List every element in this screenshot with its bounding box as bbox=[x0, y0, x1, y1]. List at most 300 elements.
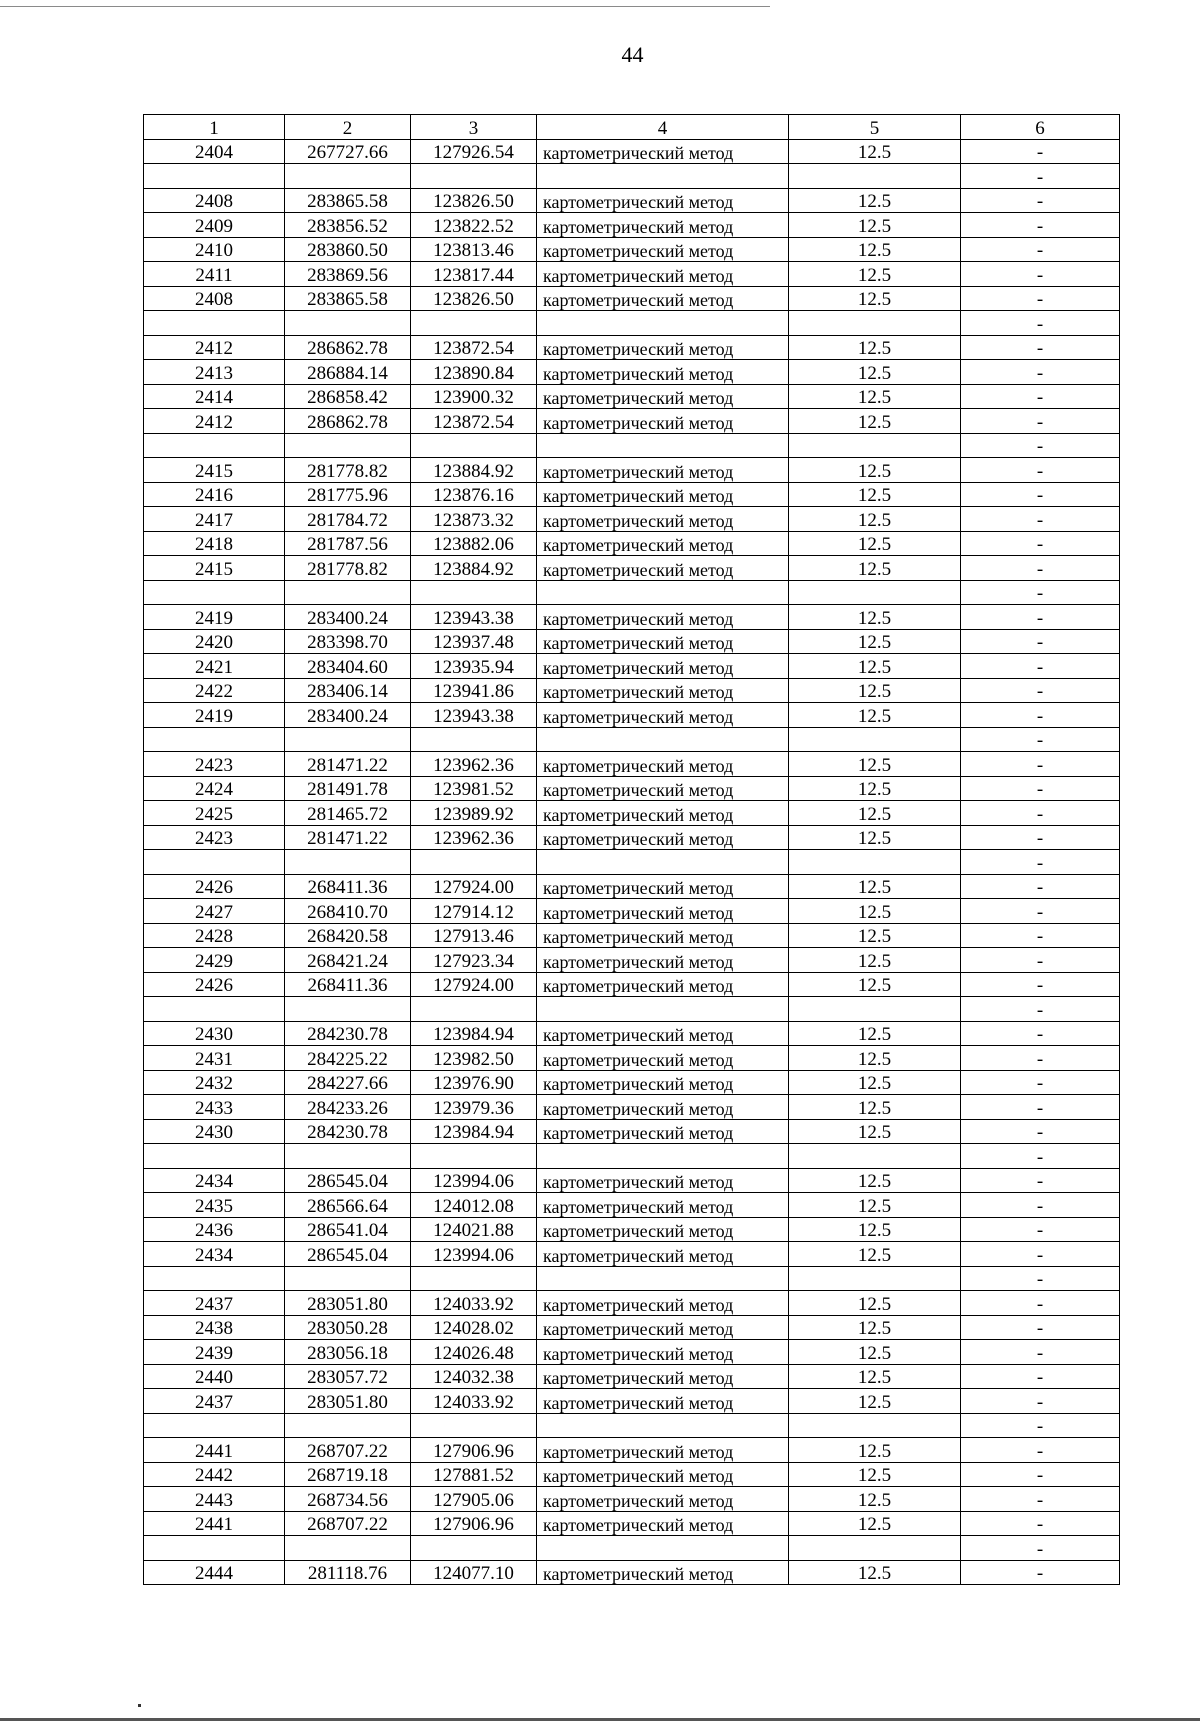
table-row bbox=[144, 776, 1120, 801]
table-row bbox=[144, 1340, 1120, 1365]
point-number-cell: 2428 bbox=[144, 923, 285, 948]
y-coordinate-cell bbox=[411, 850, 537, 875]
accuracy-cell: 12.5 bbox=[789, 923, 961, 948]
extra-cell: - bbox=[961, 531, 1120, 556]
x-coordinate-cell: 283056.18 bbox=[285, 1340, 411, 1365]
x-coordinate-cell: 268719.18 bbox=[285, 1462, 411, 1487]
extra-cell: - bbox=[961, 752, 1120, 777]
table-row bbox=[144, 703, 1120, 728]
extra-cell: - bbox=[961, 188, 1120, 213]
table-row bbox=[144, 1315, 1120, 1340]
accuracy-cell: 12.5 bbox=[789, 213, 961, 238]
table-row bbox=[144, 874, 1120, 899]
table-row bbox=[144, 1413, 1120, 1438]
accuracy-cell: 12.5 bbox=[789, 1291, 961, 1316]
accuracy-cell: 12.5 bbox=[789, 703, 961, 728]
table-row bbox=[144, 507, 1120, 532]
x-coordinate-cell: 283398.70 bbox=[285, 629, 411, 654]
table-row bbox=[144, 923, 1120, 948]
accuracy-cell: 12.5 bbox=[789, 776, 961, 801]
table-row bbox=[144, 1168, 1120, 1193]
extra-cell: - bbox=[961, 1340, 1120, 1365]
point-number-cell: 2419 bbox=[144, 605, 285, 630]
point-number-cell: 2436 bbox=[144, 1217, 285, 1242]
point-number-cell: 2438 bbox=[144, 1315, 285, 1340]
y-coordinate-cell: 123882.06 bbox=[411, 531, 537, 556]
extra-cell: - bbox=[961, 1070, 1120, 1095]
extra-cell: - bbox=[961, 1364, 1120, 1389]
y-coordinate-cell: 123994.06 bbox=[411, 1168, 537, 1193]
accuracy-cell: 12.5 bbox=[789, 458, 961, 483]
table-row bbox=[144, 286, 1120, 311]
point-number-cell: 2415 bbox=[144, 458, 285, 483]
x-coordinate-cell: 286884.14 bbox=[285, 360, 411, 385]
table-row bbox=[144, 409, 1120, 434]
method-cell: картометрический метод bbox=[537, 923, 789, 948]
table-row bbox=[144, 360, 1120, 385]
accuracy-cell: 12.5 bbox=[789, 1560, 961, 1585]
x-coordinate-cell: 283404.60 bbox=[285, 654, 411, 679]
y-coordinate-cell: 127905.06 bbox=[411, 1487, 537, 1512]
point-number-cell bbox=[144, 1413, 285, 1438]
method-cell: картометрический метод bbox=[537, 678, 789, 703]
table-row bbox=[144, 825, 1120, 850]
y-coordinate-cell: 123962.36 bbox=[411, 752, 537, 777]
x-coordinate-cell: 281787.56 bbox=[285, 531, 411, 556]
x-coordinate-cell bbox=[285, 1536, 411, 1561]
accuracy-cell bbox=[789, 1266, 961, 1291]
extra-cell: - bbox=[961, 1046, 1120, 1071]
y-coordinate-cell: 124032.38 bbox=[411, 1364, 537, 1389]
extra-cell: - bbox=[961, 409, 1120, 434]
method-cell: картометрический метод bbox=[537, 752, 789, 777]
extra-cell: - bbox=[961, 629, 1120, 654]
header-cell-6: 6 bbox=[961, 115, 1120, 140]
x-coordinate-cell: 284233.26 bbox=[285, 1095, 411, 1120]
y-coordinate-cell: 123989.92 bbox=[411, 801, 537, 826]
x-coordinate-cell bbox=[285, 1144, 411, 1169]
y-coordinate-cell: 127923.34 bbox=[411, 948, 537, 973]
y-coordinate-cell: 123872.54 bbox=[411, 409, 537, 434]
x-coordinate-cell: 283860.50 bbox=[285, 237, 411, 262]
x-coordinate-cell bbox=[285, 1413, 411, 1438]
point-number-cell: 2421 bbox=[144, 654, 285, 679]
method-cell: картометрический метод bbox=[537, 507, 789, 532]
extra-cell: - bbox=[961, 850, 1120, 875]
table-row bbox=[144, 164, 1120, 189]
accuracy-cell: 12.5 bbox=[789, 237, 961, 262]
x-coordinate-cell: 268421.24 bbox=[285, 948, 411, 973]
accuracy-cell: 12.5 bbox=[789, 1119, 961, 1144]
x-coordinate-cell: 286862.78 bbox=[285, 409, 411, 434]
point-number-cell: 2424 bbox=[144, 776, 285, 801]
method-cell: картометрический метод bbox=[537, 384, 789, 409]
header-cell-4: 4 bbox=[537, 115, 789, 140]
y-coordinate-cell: 127924.00 bbox=[411, 874, 537, 899]
accuracy-cell bbox=[789, 1144, 961, 1169]
extra-cell: - bbox=[961, 335, 1120, 360]
point-number-cell: 2413 bbox=[144, 360, 285, 385]
method-cell: картометрический метод bbox=[537, 458, 789, 483]
extra-cell: - bbox=[961, 482, 1120, 507]
method-cell: картометрический метод bbox=[537, 335, 789, 360]
point-number-cell: 2442 bbox=[144, 1462, 285, 1487]
point-number-cell: 2441 bbox=[144, 1511, 285, 1536]
x-coordinate-cell: 281775.96 bbox=[285, 482, 411, 507]
table-row bbox=[144, 752, 1120, 777]
table-row bbox=[144, 948, 1120, 973]
method-cell bbox=[537, 850, 789, 875]
y-coordinate-cell: 123817.44 bbox=[411, 262, 537, 287]
extra-cell: - bbox=[961, 948, 1120, 973]
accuracy-cell: 12.5 bbox=[789, 801, 961, 826]
method-cell: картометрический метод bbox=[537, 360, 789, 385]
point-number-cell: 2409 bbox=[144, 213, 285, 238]
point-number-cell: 2411 bbox=[144, 262, 285, 287]
extra-cell: - bbox=[961, 1217, 1120, 1242]
y-coordinate-cell: 127914.12 bbox=[411, 899, 537, 924]
table-row bbox=[144, 335, 1120, 360]
table-row bbox=[144, 678, 1120, 703]
table-row bbox=[144, 997, 1120, 1022]
method-cell: картометрический метод bbox=[537, 1242, 789, 1267]
extra-cell: - bbox=[961, 262, 1120, 287]
accuracy-cell: 12.5 bbox=[789, 972, 961, 997]
point-number-cell: 2425 bbox=[144, 801, 285, 826]
table-row bbox=[144, 139, 1120, 164]
point-number-cell: 2418 bbox=[144, 531, 285, 556]
x-coordinate-cell: 286858.42 bbox=[285, 384, 411, 409]
table-row bbox=[144, 1217, 1120, 1242]
method-cell: картометрический метод bbox=[537, 286, 789, 311]
table-row bbox=[144, 1389, 1120, 1414]
y-coordinate-cell: 123900.32 bbox=[411, 384, 537, 409]
scan-bottom-edge-line bbox=[0, 1718, 1200, 1721]
table-row bbox=[144, 531, 1120, 556]
method-cell: картометрический метод bbox=[537, 899, 789, 924]
y-coordinate-cell: 124012.08 bbox=[411, 1193, 537, 1218]
extra-cell: - bbox=[961, 825, 1120, 850]
table-row bbox=[144, 1070, 1120, 1095]
method-cell bbox=[537, 1413, 789, 1438]
point-number-cell: 2412 bbox=[144, 409, 285, 434]
x-coordinate-cell: 281465.72 bbox=[285, 801, 411, 826]
method-cell: картометрический метод bbox=[537, 874, 789, 899]
table-row bbox=[144, 727, 1120, 752]
y-coordinate-cell bbox=[411, 580, 537, 605]
extra-cell: - bbox=[961, 311, 1120, 336]
method-cell bbox=[537, 580, 789, 605]
extra-cell: - bbox=[961, 433, 1120, 458]
y-coordinate-cell: 123884.92 bbox=[411, 556, 537, 581]
x-coordinate-cell bbox=[285, 850, 411, 875]
x-coordinate-cell: 268734.56 bbox=[285, 1487, 411, 1512]
accuracy-cell: 12.5 bbox=[789, 825, 961, 850]
accuracy-cell: 12.5 bbox=[789, 874, 961, 899]
method-cell: картометрический метод bbox=[537, 1119, 789, 1144]
method-cell: картометрический метод bbox=[537, 139, 789, 164]
point-number-cell: 2437 bbox=[144, 1291, 285, 1316]
extra-cell: - bbox=[961, 580, 1120, 605]
point-number-cell: 2437 bbox=[144, 1389, 285, 1414]
point-number-cell: 2434 bbox=[144, 1168, 285, 1193]
table-row bbox=[144, 899, 1120, 924]
x-coordinate-cell: 284230.78 bbox=[285, 1021, 411, 1046]
point-number-cell bbox=[144, 433, 285, 458]
point-number-cell: 2431 bbox=[144, 1046, 285, 1071]
accuracy-cell bbox=[789, 727, 961, 752]
method-cell: картометрический метод bbox=[537, 1168, 789, 1193]
accuracy-cell: 12.5 bbox=[789, 899, 961, 924]
accuracy-cell: 12.5 bbox=[789, 1193, 961, 1218]
method-cell bbox=[537, 1144, 789, 1169]
extra-cell: - bbox=[961, 213, 1120, 238]
method-cell: картометрический метод bbox=[537, 1193, 789, 1218]
point-number-cell bbox=[144, 1536, 285, 1561]
method-cell: картометрический метод bbox=[537, 556, 789, 581]
accuracy-cell: 12.5 bbox=[789, 1021, 961, 1046]
accuracy-cell bbox=[789, 433, 961, 458]
method-cell bbox=[537, 433, 789, 458]
point-number-cell: 2443 bbox=[144, 1487, 285, 1512]
extra-cell: - bbox=[961, 972, 1120, 997]
accuracy-cell: 12.5 bbox=[789, 678, 961, 703]
x-coordinate-cell: 286545.04 bbox=[285, 1168, 411, 1193]
method-cell: картометрический метод bbox=[537, 1511, 789, 1536]
method-cell: картометрический метод bbox=[537, 262, 789, 287]
y-coordinate-cell bbox=[411, 1413, 537, 1438]
accuracy-cell: 12.5 bbox=[789, 1511, 961, 1536]
table-row bbox=[144, 1119, 1120, 1144]
table-row bbox=[144, 1560, 1120, 1585]
accuracy-cell bbox=[789, 311, 961, 336]
y-coordinate-cell bbox=[411, 164, 537, 189]
extra-cell: - bbox=[961, 727, 1120, 752]
accuracy-cell: 12.5 bbox=[789, 360, 961, 385]
extra-cell: - bbox=[961, 654, 1120, 679]
point-number-cell bbox=[144, 311, 285, 336]
extra-cell: - bbox=[961, 923, 1120, 948]
table-row bbox=[144, 1487, 1120, 1512]
y-coordinate-cell: 123822.52 bbox=[411, 213, 537, 238]
x-coordinate-cell: 283869.56 bbox=[285, 262, 411, 287]
x-coordinate-cell bbox=[285, 311, 411, 336]
table-row bbox=[144, 850, 1120, 875]
method-cell: картометрический метод bbox=[537, 605, 789, 630]
table-row bbox=[144, 458, 1120, 483]
method-cell: картометрический метод bbox=[537, 1389, 789, 1414]
table-row bbox=[144, 213, 1120, 238]
table-row bbox=[144, 1438, 1120, 1463]
accuracy-cell: 12.5 bbox=[789, 1046, 961, 1071]
accuracy-cell: 12.5 bbox=[789, 262, 961, 287]
y-coordinate-cell: 124077.10 bbox=[411, 1560, 537, 1585]
extra-cell: - bbox=[961, 1266, 1120, 1291]
table-row bbox=[144, 1511, 1120, 1536]
point-number-cell: 2404 bbox=[144, 139, 285, 164]
extra-cell: - bbox=[961, 776, 1120, 801]
accuracy-cell: 12.5 bbox=[789, 1315, 961, 1340]
accuracy-cell: 12.5 bbox=[789, 139, 961, 164]
y-coordinate-cell bbox=[411, 1266, 537, 1291]
table-row bbox=[144, 1144, 1120, 1169]
extra-cell: - bbox=[961, 1021, 1120, 1046]
method-cell bbox=[537, 997, 789, 1022]
extra-cell: - bbox=[961, 458, 1120, 483]
accuracy-cell: 12.5 bbox=[789, 188, 961, 213]
point-number-cell bbox=[144, 1266, 285, 1291]
x-coordinate-cell: 283406.14 bbox=[285, 678, 411, 703]
y-coordinate-cell: 123890.84 bbox=[411, 360, 537, 385]
table-row bbox=[144, 1242, 1120, 1267]
y-coordinate-cell bbox=[411, 433, 537, 458]
point-number-cell: 2415 bbox=[144, 556, 285, 581]
x-coordinate-cell: 268411.36 bbox=[285, 972, 411, 997]
method-cell: картометрический метод bbox=[537, 1291, 789, 1316]
y-coordinate-cell: 123984.94 bbox=[411, 1021, 537, 1046]
extra-cell: - bbox=[961, 703, 1120, 728]
table-row bbox=[144, 1536, 1120, 1561]
table-header-row bbox=[144, 115, 1120, 140]
x-coordinate-cell: 268707.22 bbox=[285, 1511, 411, 1536]
table-body bbox=[144, 139, 1120, 1585]
x-coordinate-cell: 284227.66 bbox=[285, 1070, 411, 1095]
accuracy-cell: 12.5 bbox=[789, 556, 961, 581]
accuracy-cell: 12.5 bbox=[789, 948, 961, 973]
accuracy-cell bbox=[789, 1536, 961, 1561]
y-coordinate-cell bbox=[411, 727, 537, 752]
y-coordinate-cell: 123826.50 bbox=[411, 286, 537, 311]
accuracy-cell bbox=[789, 164, 961, 189]
table-row bbox=[144, 605, 1120, 630]
y-coordinate-cell: 123979.36 bbox=[411, 1095, 537, 1120]
point-number-cell: 2429 bbox=[144, 948, 285, 973]
point-number-cell: 2430 bbox=[144, 1119, 285, 1144]
extra-cell: - bbox=[961, 139, 1120, 164]
point-number-cell bbox=[144, 164, 285, 189]
extra-cell: - bbox=[961, 1560, 1120, 1585]
accuracy-cell: 12.5 bbox=[789, 409, 961, 434]
y-coordinate-cell: 123941.86 bbox=[411, 678, 537, 703]
table-row bbox=[144, 1291, 1120, 1316]
y-coordinate-cell: 123813.46 bbox=[411, 237, 537, 262]
extra-cell: - bbox=[961, 1536, 1120, 1561]
accuracy-cell: 12.5 bbox=[789, 1487, 961, 1512]
point-number-cell: 2444 bbox=[144, 1560, 285, 1585]
y-coordinate-cell: 124026.48 bbox=[411, 1340, 537, 1365]
y-coordinate-cell bbox=[411, 1536, 537, 1561]
y-coordinate-cell: 123943.38 bbox=[411, 703, 537, 728]
y-coordinate-cell: 127913.46 bbox=[411, 923, 537, 948]
table-row bbox=[144, 1364, 1120, 1389]
table-row bbox=[144, 972, 1120, 997]
y-coordinate-cell: 127906.96 bbox=[411, 1438, 537, 1463]
method-cell: картометрический метод bbox=[537, 237, 789, 262]
accuracy-cell: 12.5 bbox=[789, 286, 961, 311]
method-cell: картометрический метод bbox=[537, 948, 789, 973]
y-coordinate-cell: 127926.54 bbox=[411, 139, 537, 164]
point-number-cell: 2416 bbox=[144, 482, 285, 507]
point-number-cell: 2412 bbox=[144, 335, 285, 360]
method-cell: картометрический метод bbox=[537, 972, 789, 997]
point-number-cell: 2426 bbox=[144, 874, 285, 899]
header-cell-3: 3 bbox=[411, 115, 537, 140]
point-number-cell bbox=[144, 580, 285, 605]
extra-cell: - bbox=[961, 286, 1120, 311]
extra-cell: - bbox=[961, 1389, 1120, 1414]
x-coordinate-cell: 286862.78 bbox=[285, 335, 411, 360]
x-coordinate-cell bbox=[285, 1266, 411, 1291]
table-row bbox=[144, 482, 1120, 507]
x-coordinate-cell: 283051.80 bbox=[285, 1291, 411, 1316]
y-coordinate-cell bbox=[411, 997, 537, 1022]
method-cell: картометрический метод bbox=[537, 1438, 789, 1463]
x-coordinate-cell: 268420.58 bbox=[285, 923, 411, 948]
point-number-cell: 2427 bbox=[144, 899, 285, 924]
y-coordinate-cell: 123943.38 bbox=[411, 605, 537, 630]
y-coordinate-cell bbox=[411, 311, 537, 336]
table-row bbox=[144, 188, 1120, 213]
accuracy-cell: 12.5 bbox=[789, 531, 961, 556]
method-cell: картометрический метод bbox=[537, 1217, 789, 1242]
method-cell bbox=[537, 1536, 789, 1561]
method-cell: картометрический метод bbox=[537, 1070, 789, 1095]
table-row bbox=[144, 580, 1120, 605]
y-coordinate-cell: 123994.06 bbox=[411, 1242, 537, 1267]
y-coordinate-cell: 123876.16 bbox=[411, 482, 537, 507]
x-coordinate-cell: 283865.58 bbox=[285, 286, 411, 311]
extra-cell: - bbox=[961, 1291, 1120, 1316]
y-coordinate-cell: 127881.52 bbox=[411, 1462, 537, 1487]
x-coordinate-cell: 283400.24 bbox=[285, 703, 411, 728]
accuracy-cell: 12.5 bbox=[789, 507, 961, 532]
method-cell: картометрический метод bbox=[537, 1315, 789, 1340]
point-number-cell: 2441 bbox=[144, 1438, 285, 1463]
x-coordinate-cell bbox=[285, 997, 411, 1022]
accuracy-cell: 12.5 bbox=[789, 1242, 961, 1267]
method-cell: картометрический метод bbox=[537, 213, 789, 238]
extra-cell: - bbox=[961, 556, 1120, 581]
extra-cell: - bbox=[961, 1487, 1120, 1512]
y-coordinate-cell: 123884.92 bbox=[411, 458, 537, 483]
y-coordinate-cell: 127924.00 bbox=[411, 972, 537, 997]
y-coordinate-cell: 124033.92 bbox=[411, 1291, 537, 1316]
x-coordinate-cell: 283051.80 bbox=[285, 1389, 411, 1414]
y-coordinate-cell: 123984.94 bbox=[411, 1119, 537, 1144]
x-coordinate-cell: 268707.22 bbox=[285, 1438, 411, 1463]
extra-cell: - bbox=[961, 164, 1120, 189]
y-coordinate-cell: 123826.50 bbox=[411, 188, 537, 213]
x-coordinate-cell: 283865.58 bbox=[285, 188, 411, 213]
x-coordinate-cell: 283400.24 bbox=[285, 605, 411, 630]
method-cell bbox=[537, 311, 789, 336]
x-coordinate-cell: 283856.52 bbox=[285, 213, 411, 238]
point-number-cell: 2433 bbox=[144, 1095, 285, 1120]
extra-cell: - bbox=[961, 237, 1120, 262]
x-coordinate-cell: 286541.04 bbox=[285, 1217, 411, 1242]
table-row bbox=[144, 384, 1120, 409]
x-coordinate-cell: 281118.76 bbox=[285, 1560, 411, 1585]
point-number-cell bbox=[144, 1144, 285, 1169]
table-row bbox=[144, 237, 1120, 262]
accuracy-cell: 12.5 bbox=[789, 1462, 961, 1487]
x-coordinate-cell: 281778.82 bbox=[285, 556, 411, 581]
point-number-cell: 2426 bbox=[144, 972, 285, 997]
x-coordinate-cell: 286566.64 bbox=[285, 1193, 411, 1218]
x-coordinate-cell: 283057.72 bbox=[285, 1364, 411, 1389]
x-coordinate-cell: 267727.66 bbox=[285, 139, 411, 164]
x-coordinate-cell bbox=[285, 580, 411, 605]
